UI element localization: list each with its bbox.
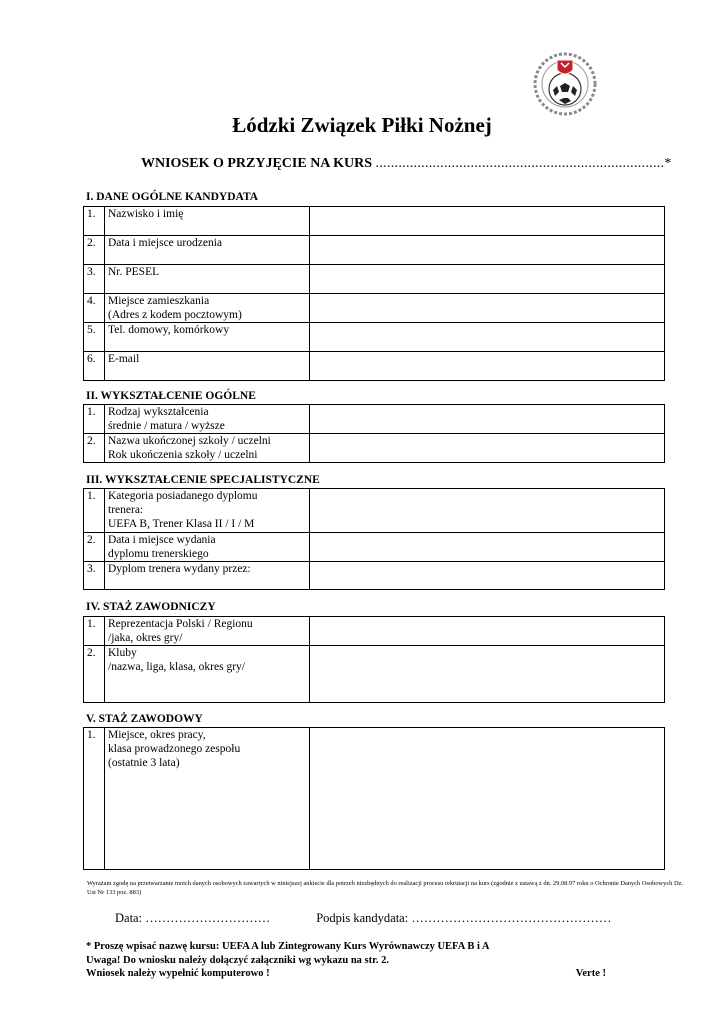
section-title-work-experience: V. STAŻ ZAWODOWY xyxy=(86,713,203,725)
row-number: 2. xyxy=(84,434,105,463)
table-row xyxy=(84,207,665,236)
section-title-player-experience: IV. STAŻ ZAWODNICZY xyxy=(86,601,216,613)
form-title xyxy=(141,156,672,172)
data-consent-text: Wyrażam zgodę na przetwarzanie moich danych osobowych zawartych w niniejszej ankiecie dla potrzeb niezbędnych do realizacji procesu rekrutacji na kurs (zgodnie z ustawą z dn. 29.08.97 roku o Ochronie Danych Osobowych Dz. Ust Nr 133 poz. 883) xyxy=(87,880,684,896)
row-label: Data i miejsce wydania dyplomu trenerskiego xyxy=(105,533,310,562)
section-title-specialist-education: III. WYKSZTAŁCENIE SPECJALISTYCZNE xyxy=(86,474,320,486)
table-row xyxy=(84,533,665,562)
row-label: Tel. domowy, komórkowy xyxy=(105,323,310,352)
row-number: 3. xyxy=(84,562,105,590)
school-name-field[interactable] xyxy=(310,434,665,463)
row-number: 2. xyxy=(84,236,105,265)
table-row xyxy=(84,352,665,381)
course-name-field[interactable]: ............................................................................* xyxy=(375,156,672,171)
work-experience-table xyxy=(83,727,665,870)
signature-row xyxy=(115,911,611,926)
row-number: 1. xyxy=(84,489,105,533)
specialist-education-table xyxy=(83,488,665,590)
general-education-table xyxy=(83,404,665,463)
section-title-general-education: II. WYKSZTAŁCENIE OGÓLNE xyxy=(86,390,256,402)
row-number: 4. xyxy=(84,294,105,323)
general-data-table xyxy=(83,206,665,381)
row-number: 1. xyxy=(84,617,105,646)
pesel-field[interactable] xyxy=(310,265,665,294)
date-field[interactable]: Data: ………………………… xyxy=(115,911,271,925)
row-number: 2. xyxy=(84,533,105,562)
row-label: Data i miejsce urodzenia xyxy=(105,236,310,265)
table-row xyxy=(84,434,665,463)
diploma-category-field[interactable] xyxy=(310,489,665,533)
row-number: 6. xyxy=(84,352,105,381)
row-number: 5. xyxy=(84,323,105,352)
table-row xyxy=(84,562,665,590)
row-label: Reprezentacja Polski / Regionu /jaka, okres gry/ xyxy=(105,617,310,646)
course-name-note: * Proszę wpisać nazwę kursu: UEFA A lub Zintegrowany Kurs Wyrównawczy UEFA B i A xyxy=(86,941,490,952)
row-label: Nr. PESEL xyxy=(105,265,310,294)
education-type-field[interactable] xyxy=(310,405,665,434)
row-label: Dyplom trenera wydany przez: xyxy=(105,562,310,590)
table-row xyxy=(84,236,665,265)
birth-date-place-field[interactable] xyxy=(310,236,665,265)
table-row xyxy=(84,323,665,352)
row-label: Kluby /nazwa, liga, klasa, okres gry/ xyxy=(105,646,310,703)
form-title-text: WNIOSEK O PRZYJĘCIE NA KURS xyxy=(141,156,373,171)
work-experience-field[interactable] xyxy=(310,728,665,870)
row-label: Miejsce, okres pracy, klasa prowadzonego zespołu (ostatnie 3 lata) xyxy=(105,728,310,870)
table-row xyxy=(84,728,665,870)
attachments-note: Uwaga! Do wniosku należy dołączyć załączniki wg wykazu na str. 2. xyxy=(86,954,389,966)
verte-note: Verte ! xyxy=(575,968,606,980)
phone-field[interactable] xyxy=(310,323,665,352)
footer-notes xyxy=(86,940,606,981)
organization-title: Łódzki Związek Piłki Nożnej xyxy=(232,113,492,137)
section-title-general-data: I. DANE OGÓLNE KANDYDATA xyxy=(86,191,259,203)
address-field[interactable] xyxy=(310,294,665,323)
row-label: Miejsce zamieszkania (Adres z kodem pocztowym) xyxy=(105,294,310,323)
representation-field[interactable] xyxy=(310,617,665,646)
signature-field[interactable]: Podpis kandydata: ………………………………………… xyxy=(316,911,612,925)
diploma-date-place-field[interactable] xyxy=(310,533,665,562)
row-number: 2. xyxy=(84,646,105,703)
diploma-issuer-field[interactable] xyxy=(310,562,665,590)
table-row xyxy=(84,294,665,323)
row-label: E-mail xyxy=(105,352,310,381)
row-label: Kategoria posiadanego dyplomu trenera: UEFA B, Trener Klasa II / I / M xyxy=(105,489,310,533)
table-row xyxy=(84,646,665,703)
email-field[interactable] xyxy=(310,352,665,381)
fill-instruction: Wniosek należy wypełnić komputerowo ! Verte ! xyxy=(86,968,606,980)
row-number: 1. xyxy=(84,728,105,870)
row-label: Nazwisko i imię xyxy=(105,207,310,236)
row-number: 1. xyxy=(84,405,105,434)
table-row xyxy=(84,617,665,646)
name-field[interactable] xyxy=(310,207,665,236)
clubs-field[interactable] xyxy=(310,646,665,703)
table-row xyxy=(84,489,665,533)
table-row xyxy=(84,405,665,434)
association-logo xyxy=(533,52,597,116)
row-number: 3. xyxy=(84,265,105,294)
row-label: Rodzaj wykształcenia średnie / matura / wyższe xyxy=(105,405,310,434)
row-number: 1. xyxy=(84,207,105,236)
player-experience-table xyxy=(83,616,665,703)
row-label: Nazwa ukończonej szkoły / uczelni Rok ukończenia szkoły / uczelni xyxy=(105,434,310,463)
table-row xyxy=(84,265,665,294)
